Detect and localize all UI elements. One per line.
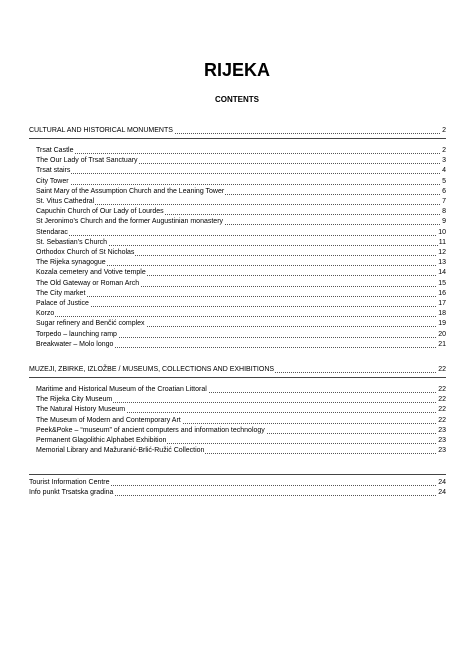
toc-page-number: 21	[437, 339, 446, 351]
toc-entry[interactable]	[36, 445, 446, 457]
dot-leader	[36, 153, 446, 154]
dot-leader	[36, 204, 446, 205]
toc-page-number: 5	[441, 176, 446, 188]
toc-page-number: 3	[441, 155, 446, 167]
toc-page-number: 18	[437, 308, 446, 320]
toc-entry-title: Torpedo – launching ramp	[36, 329, 118, 341]
section-divider	[29, 138, 446, 139]
page-title: RIJEKA	[203, 60, 270, 80]
dot-leader	[36, 184, 446, 185]
toc-page-number: 11	[438, 237, 446, 249]
toc-page-number: 19	[437, 318, 446, 330]
toc-page-number: 7	[441, 196, 446, 208]
toc-page-number: 6	[441, 186, 446, 198]
toc-entry-title: Orthodox Church of St Nicholas	[36, 247, 135, 259]
toc-entry-title: Korzo	[36, 308, 55, 320]
dot-leader	[36, 306, 446, 307]
toc-entry-title: St Jeronimo’s Church and the former Augustinian monastery	[36, 216, 224, 228]
dot-leader	[36, 296, 446, 297]
toc-entry-title: The Natural History Museum	[36, 404, 126, 416]
toc-page-number: 22	[437, 394, 446, 406]
toc-page-number: 2	[441, 145, 446, 157]
toc-page-number: 2	[441, 125, 446, 137]
toc-entry-title: CULTURAL AND HISTORICAL MONUMENTS	[29, 125, 174, 137]
toc-page-number: 23	[437, 435, 446, 447]
toc-page-number: 12	[437, 247, 446, 259]
toc-page-number: 17	[437, 298, 446, 310]
toc-page-number: 10	[437, 227, 446, 239]
toc-entry[interactable]	[29, 487, 446, 499]
toc-entry-title: Maritime and Historical Museum of the Croatian Littoral	[36, 384, 208, 396]
toc-page-number: 8	[441, 206, 446, 218]
toc-page-number: 14	[437, 267, 446, 279]
contents-heading: CONTENTS	[215, 95, 259, 104]
toc-page-number: 15	[437, 278, 446, 290]
toc-page-number: 22	[437, 384, 446, 396]
toc-entry-title: Tourist Information Centre	[29, 477, 111, 489]
dot-leader	[36, 235, 446, 236]
toc-entry-title: Trsat stairs	[36, 165, 71, 177]
toc-entry-title: Memorial Library and Mažuranić-Brlić-Ružić Collection	[36, 445, 205, 457]
toc-page-number: 24	[437, 477, 446, 489]
toc-entry-title: The City market	[36, 288, 86, 300]
toc-page-number: 13	[437, 257, 446, 269]
toc-page-number: 22	[437, 415, 446, 427]
toc-page-number: 20	[437, 329, 446, 341]
toc-entry-title: Breakwater – Molo longo	[36, 339, 114, 351]
toc-page-number: 4	[441, 165, 446, 177]
toc-entry-title: Palace of Justice	[36, 298, 90, 310]
toc-entry-title: Permanent Glagolithic Alphabet Exhibition	[36, 435, 167, 447]
toc-entry-title: The Old Gateway or Roman Arch	[36, 278, 140, 290]
toc-entry-title: Peek&Poke – “museum” of ancient computers and information technology	[36, 425, 266, 437]
toc-entry-title: The Our Lady of Trsat Sanctuary	[36, 155, 139, 167]
toc-entry-title: MUZEJI, ZBIRKE, IZLOŽBE / MUSEUMS, COLLECTIONS AND EXHIBITIONS	[29, 364, 275, 376]
toc-section-heading[interactable]	[29, 364, 446, 376]
toc-page-number: 22	[437, 404, 446, 416]
toc-entry-title: Sugar refinery and Benčić complex	[36, 318, 146, 330]
toc-entry-title: Stendarac	[36, 227, 69, 239]
toc-page-number: 24	[437, 487, 446, 499]
toc-page-number: 23	[437, 425, 446, 437]
toc-page-number: 23	[437, 445, 446, 457]
toc-entry-title: Trsat Castle	[36, 145, 74, 157]
toc-entry-title: St. Sebastian’s Church	[36, 237, 108, 249]
toc-entry-title: The Rijeka City Museum	[36, 394, 113, 406]
toc-entry-title: The Museum of Modern and Contemporary Art	[36, 415, 182, 427]
toc-entry-title: City Tower	[36, 176, 70, 188]
section-divider	[29, 474, 446, 475]
toc-entry[interactable]	[36, 339, 446, 351]
toc-entry-title: The Rijeka synagogue	[36, 257, 107, 269]
toc-entry-title: Saint Mary of the Assumption Church and the Leaning Tower	[36, 186, 225, 198]
toc-entry-title: Kozala cemetery and Votive temple	[36, 267, 147, 279]
toc-page-number: 22	[437, 364, 446, 376]
toc-entry-title: Info punkt Trsatska gradina	[29, 487, 114, 499]
dot-leader	[36, 316, 446, 317]
toc-entry-title: St. Vitus Cathedral	[36, 196, 95, 208]
dot-leader	[36, 173, 446, 174]
toc-entry-title: Capuchin Church of Our Lady of Lourdes	[36, 206, 165, 218]
section-divider	[29, 377, 446, 378]
toc-page-number: 9	[441, 216, 446, 228]
toc-section-heading[interactable]	[29, 125, 446, 137]
toc-page-number: 16	[437, 288, 446, 300]
